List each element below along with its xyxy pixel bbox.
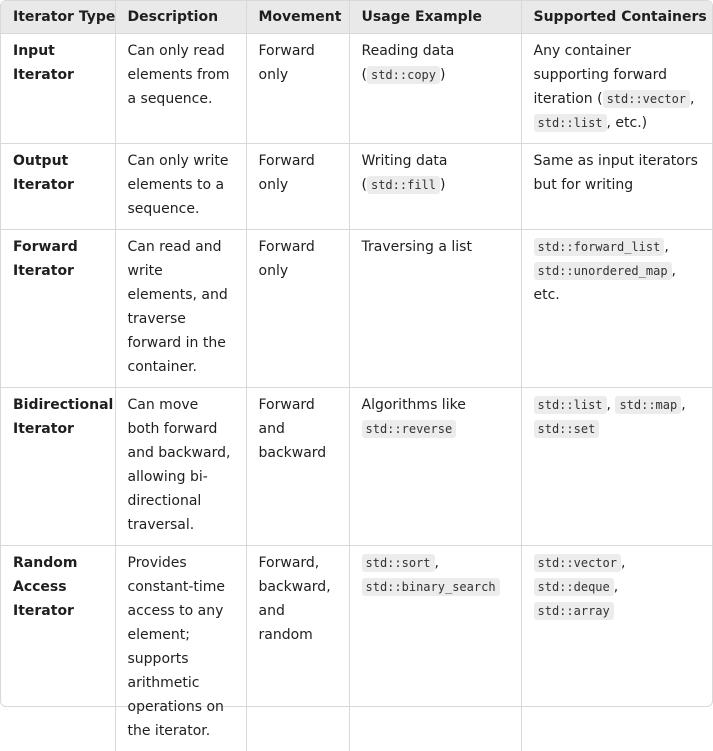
- table-row: [1, 144, 712, 230]
- code-snippet: std::vector: [603, 90, 690, 108]
- iterator-type-cell: Input Iterator: [1, 34, 115, 144]
- movement-cell: Forward and backward: [246, 388, 349, 546]
- header-usage-example: Usage Example: [349, 1, 521, 34]
- code-snippet: std::set: [534, 420, 600, 438]
- iterator-type-cell: Output Iterator: [1, 144, 115, 230]
- movement-cell: Forward only: [246, 34, 349, 144]
- code-snippet: std::array: [534, 602, 614, 620]
- usage-cell: [349, 144, 521, 230]
- table-row: [1, 388, 712, 546]
- usage-text: ): [440, 177, 445, 193]
- usage-text: ): [440, 67, 445, 83]
- containers-cell: Same as input iterators but for writing: [521, 144, 712, 230]
- code-snippet: std::list: [534, 396, 607, 414]
- usage-text: Reading data (: [362, 43, 455, 83]
- usage-cell: Traversing a list: [349, 230, 521, 388]
- description-cell: Can only read elements from a sequence.: [115, 34, 246, 144]
- code-snippet: std::binary_search: [362, 578, 500, 596]
- usage-cell: [349, 34, 521, 144]
- usage-cell: [349, 388, 521, 546]
- header-iterator-type: Iterator Type: [1, 1, 115, 34]
- iterator-type-cell: Forward Iterator: [1, 230, 115, 388]
- code-snippet: std::sort: [362, 554, 435, 572]
- usage-text: Algorithms like: [362, 397, 466, 413]
- description-cell: Can only write elements to a sequence.: [115, 144, 246, 230]
- description-cell: Can move both forward and backward, allowing bi-directional traversal.: [115, 388, 246, 546]
- code-snippet: std::fill: [367, 176, 440, 194]
- usage-text: Writing data (: [362, 153, 448, 193]
- containers-cell: std::list , std::map , std::set: [521, 388, 712, 546]
- code-snippet: std::list: [534, 114, 607, 132]
- containers-cell: std::vector , std::deque , std::array: [521, 546, 712, 751]
- code-snippet: std::reverse: [362, 420, 457, 438]
- containers-text: Any container supporting forward iteration (: [534, 43, 668, 107]
- header-supported-containers: Supported Containers: [521, 1, 712, 34]
- containers-cell: std::forward_list , std::unordered_map , etc.: [521, 230, 712, 388]
- table-header: [1, 1, 712, 34]
- table-row: [1, 34, 712, 144]
- table-row: [1, 546, 712, 751]
- containers-text: , etc.): [607, 115, 648, 131]
- description-cell: Provides constant-time access to any element; supports arithmetic operations on the iterator.: [115, 546, 246, 751]
- containers-text: , etc.: [534, 263, 677, 303]
- code-snippet: std::map: [615, 396, 681, 414]
- movement-cell: Forward only: [246, 144, 349, 230]
- code-snippet: std::copy: [367, 66, 440, 84]
- iterator-type-cell: Bidirectional Iterator: [1, 388, 115, 546]
- iterator-type-cell: Random Access Iterator: [1, 546, 115, 751]
- code-snippet: std::vector: [534, 554, 621, 572]
- containers-cell: Any container supporting forward iteration ( std::vector , std::list , etc.): [521, 34, 712, 144]
- usage-cell: std::sort , std::binary_search: [349, 546, 521, 751]
- movement-cell: Forward, backward, and random: [246, 546, 349, 751]
- header-description: Description: [115, 1, 246, 34]
- description-cell: Can read and write elements, and traverse forward in the container.: [115, 230, 246, 388]
- code-snippet: std::forward_list: [534, 238, 665, 256]
- movement-cell: Forward only: [246, 230, 349, 388]
- table-row: [1, 230, 712, 388]
- code-snippet: std::deque: [534, 578, 614, 596]
- iterator-table: [1, 1, 712, 751]
- header-movement: Movement: [246, 1, 349, 34]
- code-snippet: std::unordered_map: [534, 262, 672, 280]
